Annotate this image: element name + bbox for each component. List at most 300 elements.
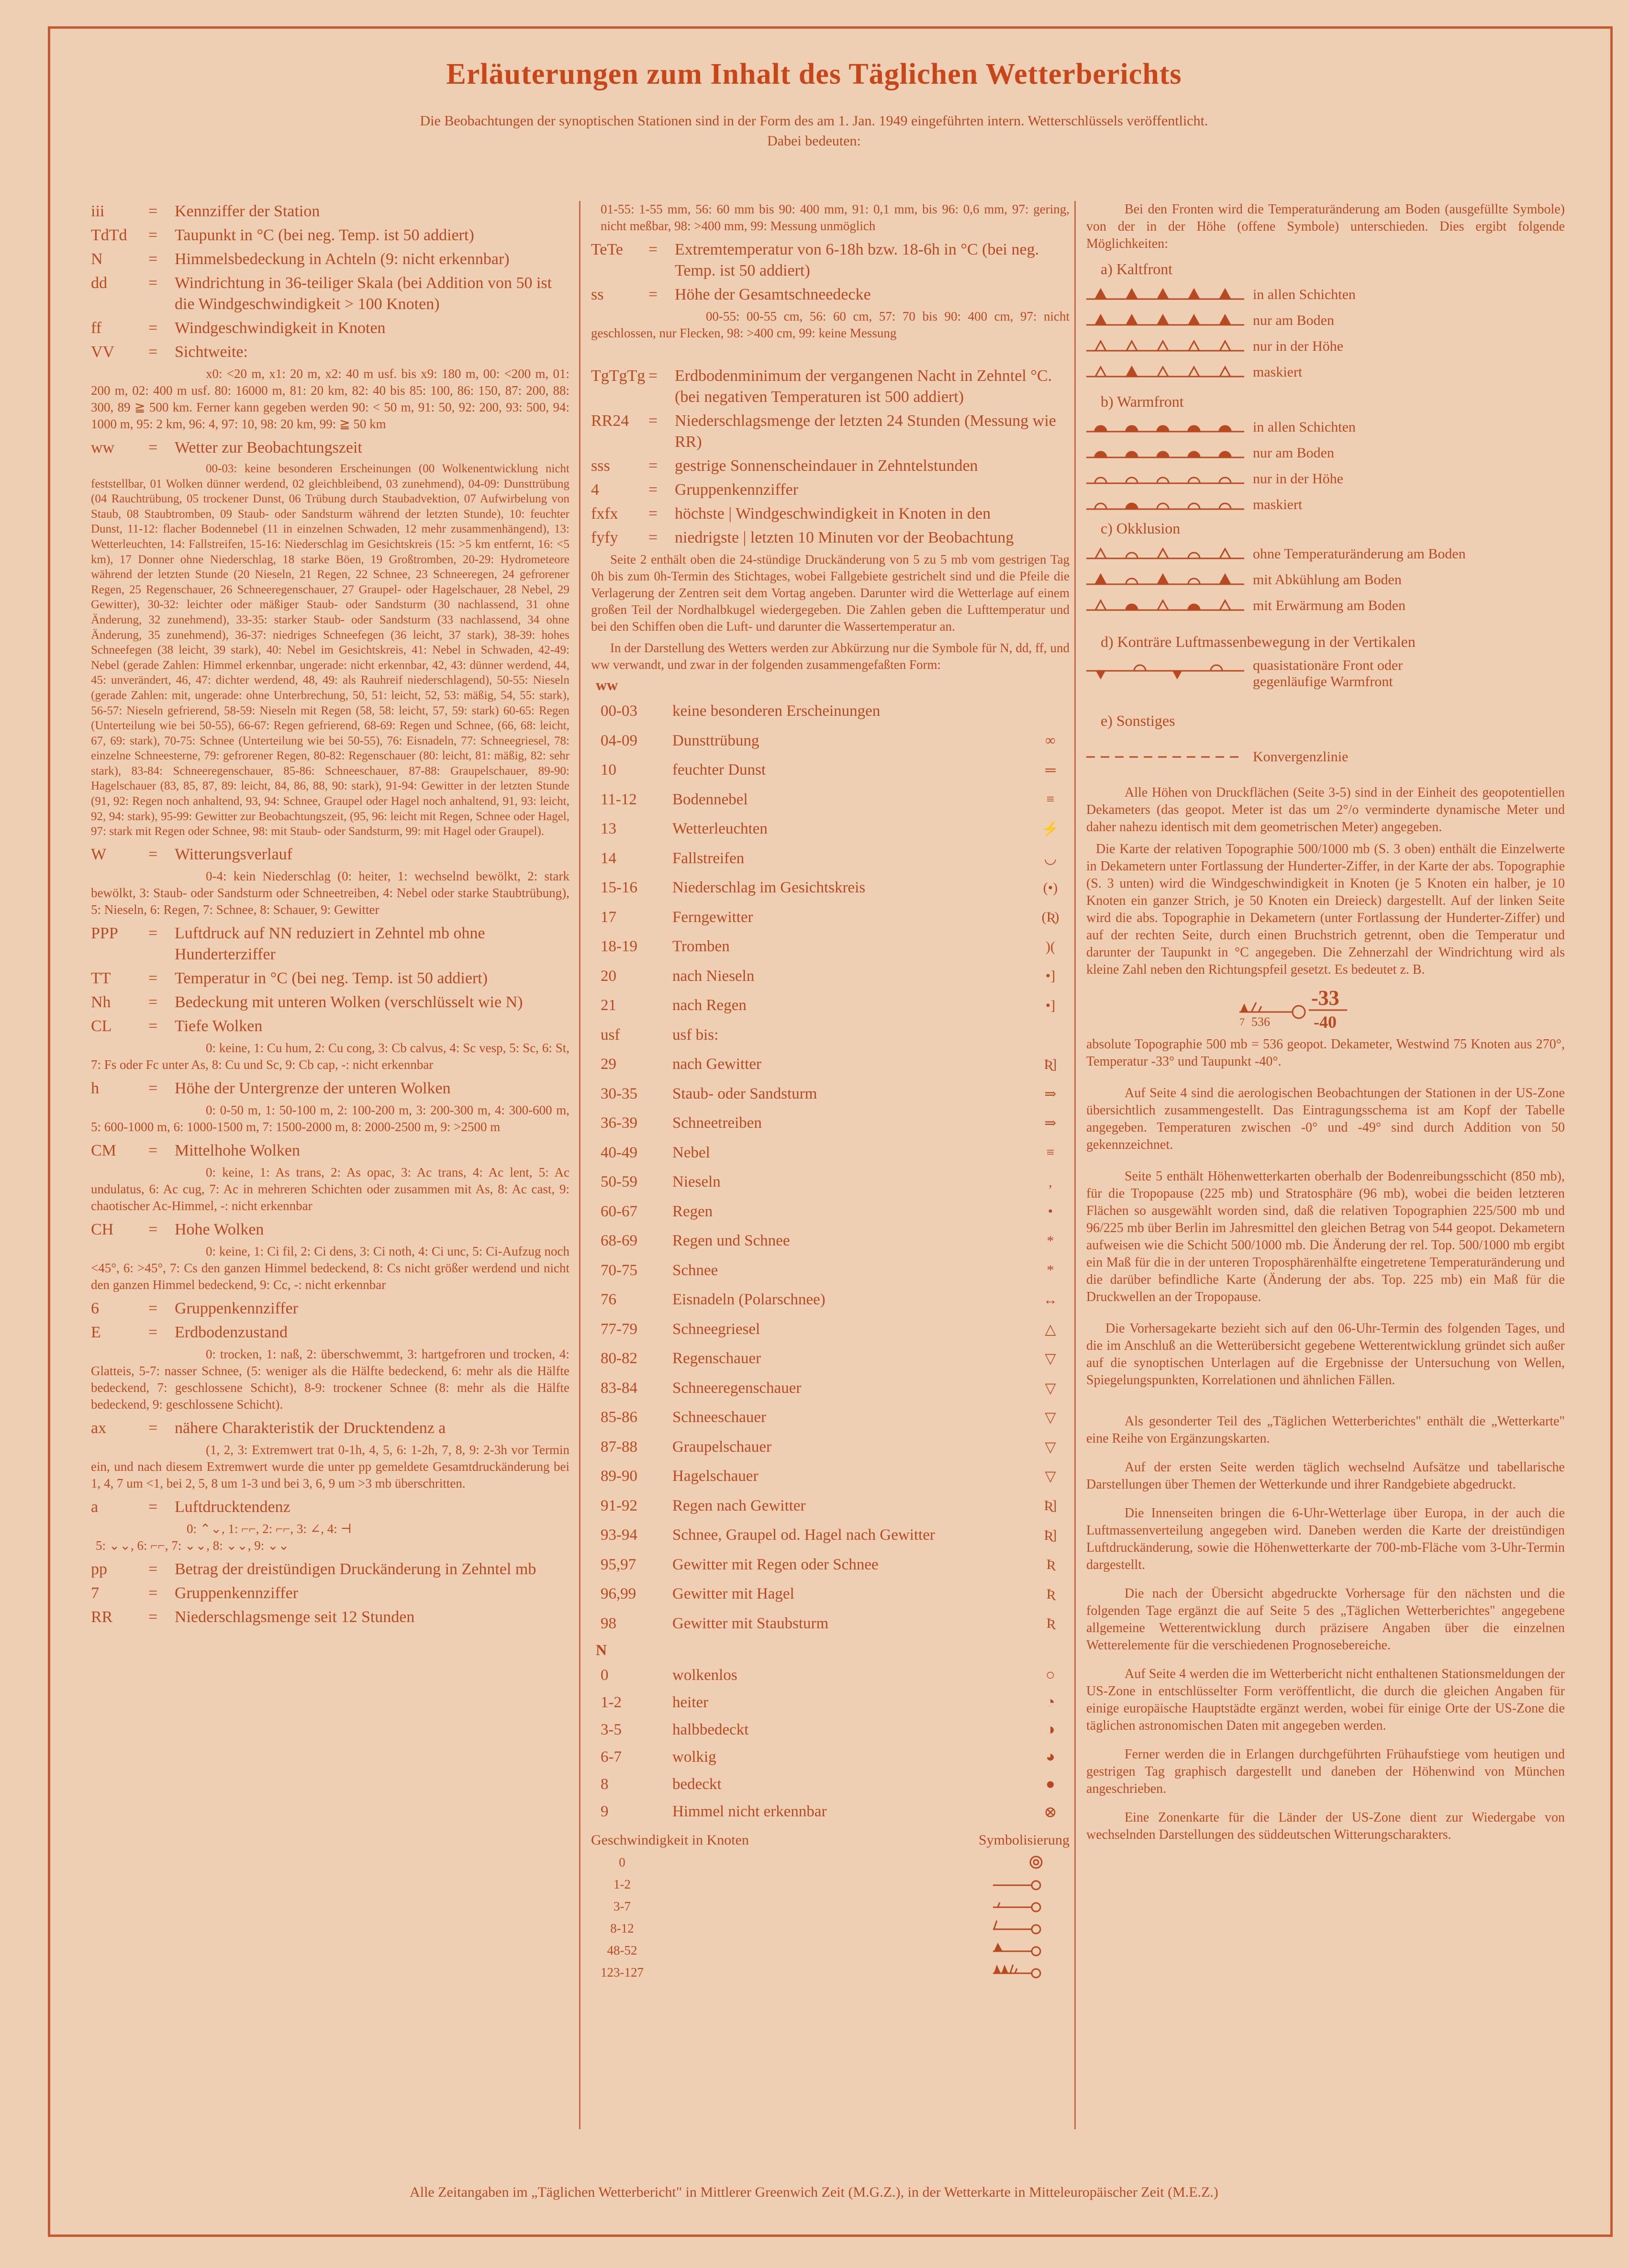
def-cm: CM = Mittelhohe Wolken xyxy=(91,1140,569,1161)
row-desc: Graupelschauer xyxy=(672,1438,772,1456)
example-height: 536 xyxy=(1251,1015,1270,1029)
def-tdtd xyxy=(91,225,569,246)
def-desc: Erdbodenminimum der vergangenen Nacht in Zehntel °C. (bei negativen Temperaturen ist 500 addiert) xyxy=(675,367,1052,406)
def-desc: Extremtemperatur von 6-18h bzw. 18-6h in °C (bei neg. Temp. ist 50 addiert) xyxy=(675,241,1039,279)
def-desc: Höhe der Untergrenze der unteren Wolken xyxy=(175,1079,451,1097)
row-desc: Schneetreiben xyxy=(672,1114,762,1132)
row-desc: Fallstreifen xyxy=(672,849,745,867)
table-row xyxy=(591,1873,1070,1895)
fronts-intro: Bei den Fronten wird die Temperaturänderung am Boden (ausgefüllte Symbole) von der in der Höhe (offene Symbole) unterschieden. Dies ergibt folgende Möglichkeiten: xyxy=(1086,202,1565,251)
column-divider-2 xyxy=(1074,201,1076,2129)
def-code: N xyxy=(91,250,103,268)
row-code: 87-88 xyxy=(601,1438,637,1456)
front-row xyxy=(1086,466,1565,492)
def-code: dd xyxy=(91,274,107,292)
weather-symbol-icon: ═ xyxy=(1045,762,1056,778)
seite2-abbreviation-note: In der Darstellung des Wetters werden zur Abkürzung nur die Symbole für N, dd, ff, und ww verwandt, und zwar in der folgenden zusammengefaßten Form: xyxy=(591,641,1070,672)
table-row xyxy=(591,1744,1070,1771)
warm-front-icon xyxy=(1086,420,1244,434)
table-row xyxy=(591,1939,1070,1961)
front-row xyxy=(1086,567,1565,593)
def-equals: = xyxy=(648,286,658,303)
table-row xyxy=(591,1050,1070,1079)
weather-symbol-icon: ⇒ xyxy=(1044,1086,1057,1102)
weather-symbol-icon: •] xyxy=(1045,968,1056,984)
weather-symbol-icon: ∞ xyxy=(1045,733,1056,749)
def-code: 4 xyxy=(591,481,599,499)
weather-symbol-icon: •] xyxy=(1045,997,1056,1013)
row-code: 3-7 xyxy=(613,1899,631,1913)
row-code: 123-127 xyxy=(601,1965,644,1979)
vorhersage2-description: Die nach der Übersicht abgedruckte Vorhersage für den nächsten und die folgenden Tage ergänzt die auf Seite 5 des „Täglichen Wetterberichtes" angegebene allgemeine Wetterentwicklung durch präzisere Angaben über die einzelnen Wetterelemente für die verschiedenen Prognosebereiche. xyxy=(1086,1586,1565,1653)
cl-description: 0: keine, 1: Cu hum, 2: Cu cong, 3: Cb calvus, 4: Sc vesp, 5: Sc, 6: St, 7: Fs oder Fc unter As, 8: Cu und Sc, 9: Cb cap, -: nicht erkennbar xyxy=(91,1040,569,1072)
row-code: 91-92 xyxy=(601,1497,637,1514)
table-row xyxy=(591,697,1070,726)
def-desc: nähere Charakteristik der Drucktendenz a xyxy=(175,1419,446,1437)
front-label: in allen Schichten xyxy=(1253,419,1356,435)
def-desc: Hohe Wolken xyxy=(175,1220,264,1238)
table-row xyxy=(591,1917,1070,1939)
def-n xyxy=(91,249,569,270)
def-7 xyxy=(91,1583,569,1604)
front-row xyxy=(1086,334,1565,359)
column-divider-1 xyxy=(579,201,580,2129)
weather-symbol-icon: Ʀ xyxy=(1046,1556,1055,1573)
subtitle-line-2: Dabei bedeuten: xyxy=(767,133,861,149)
def-code: 6 xyxy=(91,1299,99,1317)
def-code: TT xyxy=(91,969,111,987)
table-row xyxy=(591,1579,1070,1609)
weather-symbol-icon: * xyxy=(1047,1233,1054,1249)
def-w: W = Witterungsverlauf xyxy=(91,844,569,865)
def-code: RR24 xyxy=(591,412,629,430)
vv-description: x0: <20 m, x1: 20 m, x2: 40 m usf. bis x9: 180 m, 00: <200 m, 01: 200 m, 02: 400 m usf. 80: 16000 m, 81: 20 km, 82: 40 bis 85: 100, 86: 150, 87: 200, 88: 300, 89 ≧ 500 km. Ferner kann gegeben werden 90: < 50 m, 91: 50, 92: 200, 93: 500, 94: 1000 m, 95: 2 km, 96: 4, 97: 10, 98: 20 km, 99: ≧ 50 km xyxy=(91,367,569,431)
table-row xyxy=(591,1109,1070,1138)
wind-speed-heading-left: Geschwindigkeit in Knoten xyxy=(591,1832,749,1848)
row-code: 76 xyxy=(601,1291,616,1309)
weather-symbol-icon: △ xyxy=(1045,1321,1056,1337)
example-dewpoint: -40 xyxy=(1314,1012,1337,1032)
def-equals: = xyxy=(148,226,158,244)
row-code: 6-7 xyxy=(601,1748,622,1766)
quasistationary-front-icon xyxy=(1086,664,1244,683)
def-code: Nh xyxy=(91,993,111,1011)
row-desc: Schneegriesel xyxy=(672,1320,760,1338)
ww-table-heading: ww xyxy=(596,676,618,693)
row-desc: Eisnadeln (Polarschnee) xyxy=(672,1291,825,1309)
def-code: TgTgTg xyxy=(591,367,646,385)
row-code: 77-79 xyxy=(601,1320,637,1338)
front-row xyxy=(1086,359,1565,385)
def-desc: Sichtweite: xyxy=(175,343,248,361)
front-label: Konvergenzlinie xyxy=(1253,749,1349,765)
w-description: 0-4: kein Niederschlag (0: heiter, 1: wechselnd bewölkt, 2: stark bewölkt, 3: Staub- oder Sandsturm oder Schneetreiben, 4: Nebel oder starke Staubtrübung), 5: Nieseln, 6: Regen, 7: Schnee, 8: Schauer, 9: Gewitter xyxy=(91,868,569,917)
table-row xyxy=(591,903,1070,933)
row-code: 83-84 xyxy=(601,1379,637,1397)
row-code: 48-52 xyxy=(607,1943,637,1957)
row-desc: Regenschauer xyxy=(672,1350,761,1367)
table-row xyxy=(591,1771,1070,1798)
def-desc: Tiefe Wolken xyxy=(175,1017,263,1035)
column-middle xyxy=(591,201,1070,1983)
table-row xyxy=(591,1167,1070,1197)
def-equals: = xyxy=(148,274,158,292)
weather-symbol-icon: ▽ xyxy=(1045,1439,1056,1455)
seite4-description: Auf Seite 4 sind die aerologischen Beobachtungen der Stationen in der US-Zone übersichtlich zusammengestellt. Das Eintragungsschema ist am Kopf der Tabelle angegeben. Temperaturen zwischen -0° und -49° sind durch Addition von 50 gekennzeichnet. xyxy=(1086,1086,1565,1152)
def-desc: Gruppenkennziffer xyxy=(175,1299,299,1317)
def-equals: = xyxy=(148,993,158,1011)
ax-description: (1, 2, 3: Extremwert trat 0-1h, 4, 5, 6: 1-2h, 7, 8, 9: 2-3h vor Termin ein, und nach diesem Extremwert wurde die unter pp gemeldete Gesamtdruckänderung bei 1, 4, 7 um <1, bei 2, 5, 8 um 1-3 und bei 3, 6, 9 um >3 mb überschritten. xyxy=(91,1442,569,1490)
def-ppp xyxy=(91,923,569,965)
kalt-front-icon xyxy=(1086,365,1244,379)
def-fxfx xyxy=(591,503,1070,524)
def-equals: = xyxy=(148,250,158,268)
def-tete xyxy=(591,239,1070,281)
def-code: ss xyxy=(591,286,604,303)
ch-description: 0: keine, 1: Ci fil, 2: Ci dens, 3: Ci noth, 4: Ci unc, 5: Ci-Aufzug noch <45°, 6: >45°, 7: Cs den ganzen Himmel bedeckend, 8: Cs nicht größer werdend und nicht den ganzen Himmel bedeckend, 9: Cc, -: nicht erkennbar xyxy=(91,1244,569,1292)
weather-symbol-icon: Ʀ] xyxy=(1044,1056,1057,1072)
front-label: ohne Temperaturänderung am Boden xyxy=(1253,546,1466,562)
kalt-front-icon xyxy=(1086,313,1244,328)
row-desc: Niederschlag im Gesichtskreis xyxy=(672,879,866,897)
def-code: VV xyxy=(91,343,115,361)
row-code: 11-12 xyxy=(601,790,637,808)
row-code: 50-59 xyxy=(601,1173,637,1191)
def-code: pp xyxy=(91,1560,107,1578)
def-6 xyxy=(91,1298,569,1319)
front-row xyxy=(1086,492,1565,518)
def-desc: Erdbodenzustand xyxy=(175,1323,288,1341)
row-symbol xyxy=(653,1941,1070,1960)
def-desc: höchste | Windgeschwindigkeit in Knoten in den xyxy=(675,505,991,523)
table-row xyxy=(591,1961,1070,1983)
wind-barb-icon xyxy=(988,1919,1055,1938)
def-tgtgtg xyxy=(591,366,1070,408)
def-equals: = xyxy=(148,1323,158,1341)
def-vv xyxy=(91,342,569,363)
row-code: 30-35 xyxy=(601,1085,637,1102)
karte-description: Die Karte der relativen Topographie 500/1000 mb (S. 3 oben) enthält die Einzelwerte in Dekametern unter Fortlassung der Hunderter-Ziffer, in der Karte der abs. Topographie (S. 3 unten) wird die Windgeschwindigkeit in Knoten (je 5 Knoten ein halber, je 10 Knoten ein ganzer Strich, je 50 Knoten ein Dreieck) dargestellt. Auf der linken Seite wird die abs. Topographie in Dekametern (unter Fortlassung der Hunderter-Ziffer) und auf der rechten Seite, durch einen Bruchstrich getrennt, oben die Temperatur und darunter der Taupunkt in °C angegeben. Die Zehnerzahl der Windrichtung wird als kleine Zahl neben den Richtungspfeil gesetzt. Es bedeutet z. B. xyxy=(1086,842,1565,977)
def-ww: ww = Wetter zur Beobachtungszeit xyxy=(91,437,569,458)
def-equals: = xyxy=(148,319,158,337)
zonenkarte-description: Eine Zonenkarte für die Länder der US-Zone dient zur Wiedergabe von wechselnden Darstellungen des süddeutschen Witterungscharakters. xyxy=(1086,1810,1565,1842)
row-desc: nach Gewitter xyxy=(672,1056,761,1073)
hoehen-description: Alle Höhen von Druckflächen (Seite 3-5) sind in der Einheit des geopotentiellen Dekameters (das geopot. Meter ist das um 2°/o verminderte dynamische Meter und daher nahezu identisch mit dem geometrischen Meter) angegeben. xyxy=(1086,785,1565,834)
warmfront-heading: b) Warmfront xyxy=(1101,393,1184,410)
weather-symbol-icon: Ʀ] xyxy=(1044,1498,1057,1514)
row-desc: Regen xyxy=(672,1202,713,1220)
row-code: 14 xyxy=(601,849,616,867)
erste-seite-description: Auf der ersten Seite werden täglich wechselnd Aufsätze und tabellarische Darstellungen über Themen der Wetterkunde und ihrer Randgebiete abgedruckt. xyxy=(1086,1460,1565,1492)
weather-symbol-icon: • xyxy=(1048,1203,1053,1220)
row-code: 9 xyxy=(601,1803,609,1820)
wind-barb-icon xyxy=(988,1897,1055,1916)
def-ff xyxy=(91,318,569,339)
table-row xyxy=(591,1344,1070,1374)
table-row xyxy=(591,1521,1070,1550)
def-equals: = xyxy=(148,1299,158,1317)
table-row xyxy=(591,873,1070,903)
kaltfront-heading: a) Kaltfront xyxy=(1101,260,1173,278)
weather-symbol-icon: )( xyxy=(1046,938,1055,955)
row-code: 40-49 xyxy=(601,1144,637,1161)
weather-symbol-icon: Ʀ xyxy=(1046,1615,1055,1632)
front-label: mit Abkühlung am Boden xyxy=(1253,572,1402,588)
table-row xyxy=(591,756,1070,785)
def-equals: = xyxy=(148,924,158,942)
table-row xyxy=(591,1662,1070,1689)
front-label: nur in der Höhe xyxy=(1253,471,1344,487)
def-desc: Gruppenkennziffer xyxy=(675,481,799,499)
page-subtitle xyxy=(0,111,1628,151)
def-code: W xyxy=(91,845,107,863)
def-fyfy xyxy=(591,527,1070,548)
row-code: 8-12 xyxy=(610,1921,634,1935)
wind-barb-icon xyxy=(988,1853,1055,1872)
def-iii xyxy=(91,201,569,222)
def-equals: = xyxy=(148,1017,158,1035)
def-desc: Wetter zur Beobachtungszeit xyxy=(175,439,362,456)
row-code: 18-19 xyxy=(601,938,637,956)
def-code: h xyxy=(91,1079,99,1097)
weather-symbol-icon: ⇒ xyxy=(1044,1115,1057,1132)
table-row xyxy=(591,1550,1070,1580)
front-row xyxy=(1086,593,1565,619)
def-code: iii xyxy=(91,202,105,220)
table-row xyxy=(591,962,1070,991)
row-code: 98 xyxy=(601,1614,616,1632)
def-equals: = xyxy=(148,202,158,220)
def-desc: Windrichtung in 36-teiliger Skala (bei Addition von 50 ist die Windgeschwindigkeit > 100 Knoten) xyxy=(175,274,552,313)
def-desc: Taupunkt in °C (bei neg. Temp. ist 50 addiert) xyxy=(175,226,474,244)
weather-symbol-icon: Ʀ] xyxy=(1044,1527,1057,1543)
row-desc: wolkig xyxy=(672,1748,716,1766)
front-label: quasistationäre Front oder gegenläufige Warmfront xyxy=(1253,657,1403,689)
def-code: E xyxy=(91,1323,101,1341)
weather-symbol-icon: ◡ xyxy=(1044,850,1057,867)
row-code: 21 xyxy=(601,997,616,1014)
okkl-front-icon xyxy=(1086,573,1244,587)
def-equals: = xyxy=(648,529,658,546)
row-symbol xyxy=(653,1919,1070,1938)
table-row xyxy=(591,1374,1070,1403)
row-symbol xyxy=(653,1897,1070,1916)
tendency-symbols-1: 0: ⌃⌄, 1: ⌐⌐, 2: ⌐⌐, 3: ∠, 4: ⊣ xyxy=(187,1521,352,1536)
front-label: in allen Schichten xyxy=(1253,287,1356,302)
def-equals: = xyxy=(648,457,658,475)
def-ax: ax = nähere Charakteristik der Drucktendenz a xyxy=(91,1418,569,1439)
def-e xyxy=(91,1322,569,1343)
front-row xyxy=(1086,440,1565,466)
seite2-description: Seite 2 enthält oben die 24-stündige Druckänderung von 5 zu 5 mb vom gestrigen Tag 0h bis zum 0h-Termin des Stichtages, wobei Fallgebiete gestrichelt sind und die Pfeile die Verlagerung der Zentren seit dem Vortag angeben. Darunter wird die Wetterlage auf einem großen Teil der Nordhalbkugel wiedergegeben. Die Zahlen geben die Lufttemperatur und bei den Schiffen oben die Luft- und darunter die Wassertemperatur an. xyxy=(591,552,1070,634)
fruehaufstiege-description: Ferner werden die in Erlangen durchgeführten Frühaufstiege vom heutigen und gestrigen Tag graphisch dargestellt und daneben der Höhenwind von München angeschrieben. xyxy=(1086,1747,1565,1796)
kontraer-heading: d) Konträre Luftmassenbewegung in der Vertikalen xyxy=(1101,633,1416,650)
h-description: 0: 0-50 m, 1: 50-100 m, 2: 100-200 m, 3: 200-300 m, 4: 300-600 m, 5: 600-1000 m, 6: 1000-1500 m, 7: 1500-2000 m, 8: 2000-2500 m, 9: >2500 m xyxy=(91,1102,569,1134)
column-right xyxy=(1086,201,1565,1848)
row-desc: Gewitter mit Hagel xyxy=(672,1585,794,1603)
def-desc: Höhe der Gesamtschneedecke xyxy=(675,286,871,303)
row-desc: Nebel xyxy=(672,1144,710,1161)
row-desc: Regen und Schnee xyxy=(672,1232,790,1250)
def-code: CL xyxy=(91,1017,112,1035)
table-row xyxy=(591,1462,1070,1491)
def-code: TeTe xyxy=(591,241,623,258)
cloud-cover-table xyxy=(591,1662,1070,1825)
def-desc: Bedeckung mit unteren Wolken (verschlüsselt wie N) xyxy=(175,993,523,1011)
table-row xyxy=(591,1138,1070,1168)
column-left xyxy=(91,201,569,1631)
def-equals: = xyxy=(648,367,658,385)
def-code: a xyxy=(91,1498,99,1516)
def-code: ax xyxy=(91,1419,107,1437)
def-code: ww xyxy=(91,439,115,456)
wind-speed-table xyxy=(591,1851,1070,1983)
row-code: usf xyxy=(601,1026,620,1044)
row-desc: usf bis: xyxy=(672,1026,719,1044)
weather-symbol-icon: ⊗ xyxy=(1044,1803,1057,1821)
innenseiten-description: Die Innenseiten bringen die 6-Uhr-Wetterlage über Europa, in der auch die Luftmassenverteilung angegeben wird. Daneben werden die Karte der dreistündigen Luftdruckänderung, sowie die Höhenwetterkarte der 700-mb-Fläche vom 3-Uhr-Termin dargestellt. xyxy=(1086,1506,1565,1572)
wind-barb-icon xyxy=(988,1941,1055,1960)
row-code: 10 xyxy=(601,761,616,779)
table-row xyxy=(591,844,1070,874)
def-code: PPP xyxy=(91,924,118,942)
row-desc: wolkenlos xyxy=(672,1667,737,1684)
weather-symbol-icon: ≡ xyxy=(1046,791,1055,808)
tendency-symbols-2: 5: ⌄⌄, 6: ⌐⌐, 7: ⌄⌄, 8: ⌄⌄, 9: ⌄⌄ xyxy=(96,1538,290,1553)
row-desc: Regen nach Gewitter xyxy=(672,1497,806,1514)
table-row xyxy=(591,1021,1070,1050)
weather-symbol-icon: , xyxy=(1048,1174,1052,1190)
row-desc: Schnee xyxy=(672,1261,718,1279)
weather-symbol-icon: Ʀ xyxy=(1046,1586,1055,1602)
weather-symbol-icon: ▽ xyxy=(1045,1410,1056,1426)
okklusion-heading: c) Okklusion xyxy=(1101,520,1181,537)
def-cl xyxy=(91,1016,569,1037)
front-label: nur in der Höhe xyxy=(1253,338,1344,354)
warm-front-icon xyxy=(1086,498,1244,512)
weather-symbol-icon: ↔ xyxy=(1043,1291,1058,1308)
def-rr xyxy=(91,1607,569,1628)
row-code: 15-16 xyxy=(601,879,637,897)
example-description: absolute Topographie 500 mb = 536 geopot. Dekameter, Westwind 75 Knoten aus 270°, Temperatur -33° und Taupunkt -40°. xyxy=(1086,1037,1565,1069)
def-rr24 xyxy=(591,411,1070,453)
row-desc: Ferngewitter xyxy=(672,908,753,926)
weather-symbol-icon: ● xyxy=(1046,1776,1055,1793)
def-desc: Kennziffer der Station xyxy=(175,202,320,220)
front-konvergenz xyxy=(1086,744,1565,770)
row-code: 0 xyxy=(601,1667,609,1684)
row-desc: Tromben xyxy=(672,938,730,956)
convergence-line-icon xyxy=(1086,752,1244,762)
subtitle-line-1: Die Beobachtungen der synoptischen Stationen sind in der Form des am 1. Jan. 1949 eingeführten intern. Wetterschlüssels veröffentlicht. xyxy=(420,113,1208,129)
front-label: mit Erwärmung am Boden xyxy=(1253,598,1406,613)
row-desc: Schnee, Graupel od. Hagel nach Gewitter xyxy=(672,1526,935,1544)
def-code: CM xyxy=(91,1141,116,1159)
table-row xyxy=(591,726,1070,756)
row-desc: Bodennebel xyxy=(672,790,748,808)
def-equals: = xyxy=(148,1608,158,1626)
front-row xyxy=(1086,308,1565,334)
weather-symbol-icon: ▽ xyxy=(1045,1380,1056,1396)
cm-description: 0: keine, 1: As trans, 2: As opac, 3: Ac trans, 4: Ac lent, 5: Ac undulatus, 6: Ac cug, 7: Ac in mehreren Schichten oder zusammen mit As, 8: Ac cast, 9: chaotischer Ac-Himmel, -: nicht erkennbar xyxy=(91,1165,569,1213)
def-desc: Betrag der dreistündigen Druckänderung in Zehntel mb xyxy=(175,1560,536,1578)
table-row xyxy=(591,1079,1070,1109)
def-desc: Niederschlagsmenge der letzten 24 Stunden (Messung wie RR) xyxy=(675,412,1056,451)
seite5-description: Seite 5 enthält Höhenwetterkarten oberhalb der Bodenreibungsschicht (850 mb), für die Tropopause (225 mb) und Stratosphäre (96 mb), wobei die beiden letzteren Flächen so ausgewählt worden sind, daß die relativen Topographien 225/500 mb und 96/225 mb über Berlin im Jahresmittel den gleichen Betrag von 544 geopot. Dekametern aufweisen wie die Schicht 500/1000 mb. Die Änderung der rel. Top. 500/1000 mb ergibt ein Maß für die in der unteren Troposphärenhälfte eingetretene Temperaturänderung und die darüber befindliche Karte (Änderung der abs. Top. 225 mb) ein Maß für die Druckwellen an der Tropopause. xyxy=(1086,1169,1565,1304)
def-code: RR xyxy=(91,1608,113,1626)
def-desc: Himmelsbedeckung in Achteln (9: nicht erkennbar) xyxy=(175,250,510,268)
def-equals: = xyxy=(148,1584,158,1602)
weather-symbol-icon: * xyxy=(1047,1262,1054,1279)
table-row xyxy=(591,1197,1070,1227)
def-sss xyxy=(591,456,1070,477)
row-code: 93-94 xyxy=(601,1526,637,1544)
table-row xyxy=(591,932,1070,962)
def-dd xyxy=(91,273,569,315)
table-row xyxy=(591,1491,1070,1521)
weather-symbol-icon: ○ xyxy=(1046,1667,1055,1684)
row-code: 95,97 xyxy=(601,1556,636,1573)
def-equals: = xyxy=(648,412,658,430)
table-row xyxy=(591,1433,1070,1462)
warm-front-icon xyxy=(1086,472,1244,486)
row-code: 60-67 xyxy=(601,1202,637,1220)
row-desc: nach Regen xyxy=(672,997,747,1014)
table-row xyxy=(591,1256,1070,1286)
ww-symbol-table xyxy=(591,697,1070,1638)
def-ss xyxy=(591,284,1070,305)
def-code: sss xyxy=(591,457,610,475)
row-code: 0 xyxy=(619,1855,625,1869)
def-desc: Luftdruck auf NN reduziert in Zehntel mb ohne Hunderterziffer xyxy=(175,924,485,963)
weather-symbol-icon: ▽ xyxy=(1045,1351,1056,1367)
weather-symbol-icon: ≡ xyxy=(1046,1145,1055,1161)
def-h: h = Höhe der Untergrenze der unteren Wolken xyxy=(91,1078,569,1099)
rr-description: 01-55: 1-55 mm, 56: 60 mm bis 90: 400 mm, 91: 0,1 mm, bis 96: 0,6 mm, 97: gering, nicht meßbar, 98: >400 mm, 99: Messung unmöglich xyxy=(601,202,1070,233)
weather-symbol-icon: (•) xyxy=(1043,879,1058,896)
table-row xyxy=(591,1689,1070,1716)
table-row xyxy=(591,814,1070,844)
weather-symbol-icon: ◔ xyxy=(1046,1694,1055,1711)
front-row xyxy=(1086,541,1565,567)
row-code: 36-39 xyxy=(601,1114,637,1132)
row-code: 20 xyxy=(601,967,616,985)
row-desc: halbbedeckt xyxy=(672,1721,749,1738)
table-row xyxy=(591,785,1070,815)
def-ch: CH = Hohe Wolken xyxy=(91,1219,569,1240)
table-row xyxy=(591,1315,1070,1345)
row-desc: bedeckt xyxy=(672,1776,722,1793)
row-desc: Himmel nicht erkennbar xyxy=(672,1803,827,1820)
row-code: 29 xyxy=(601,1056,616,1073)
n-table-heading: N xyxy=(596,1641,607,1658)
row-code: 1-2 xyxy=(601,1694,622,1711)
def-desc: Mittelhohe Wolken xyxy=(175,1141,300,1159)
def-code: TdTd xyxy=(91,226,127,244)
row-desc: nach Nieseln xyxy=(672,967,755,985)
front-quasistationary xyxy=(1086,655,1565,693)
weather-symbol-icon: ⚡ xyxy=(1041,821,1059,837)
row-symbol xyxy=(653,1853,1070,1872)
row-desc: Hagelschauer xyxy=(672,1468,758,1485)
row-code: 80-82 xyxy=(601,1350,637,1367)
row-desc: Dunsttrübung xyxy=(672,732,759,749)
def-equals: = xyxy=(648,505,658,523)
def-tt xyxy=(91,968,569,989)
row-desc: keine besonderen Erscheinungen xyxy=(672,702,881,720)
ss-description: 00-55: 00-55 cm, 56: 60 cm, 57: 70 bis 90: 400 cm, 97: nicht geschlossen, nur Flecken, 98: >400 cm, 99: keine Messung xyxy=(591,309,1070,340)
row-desc: Gewitter mit Regen oder Schnee xyxy=(672,1556,879,1573)
